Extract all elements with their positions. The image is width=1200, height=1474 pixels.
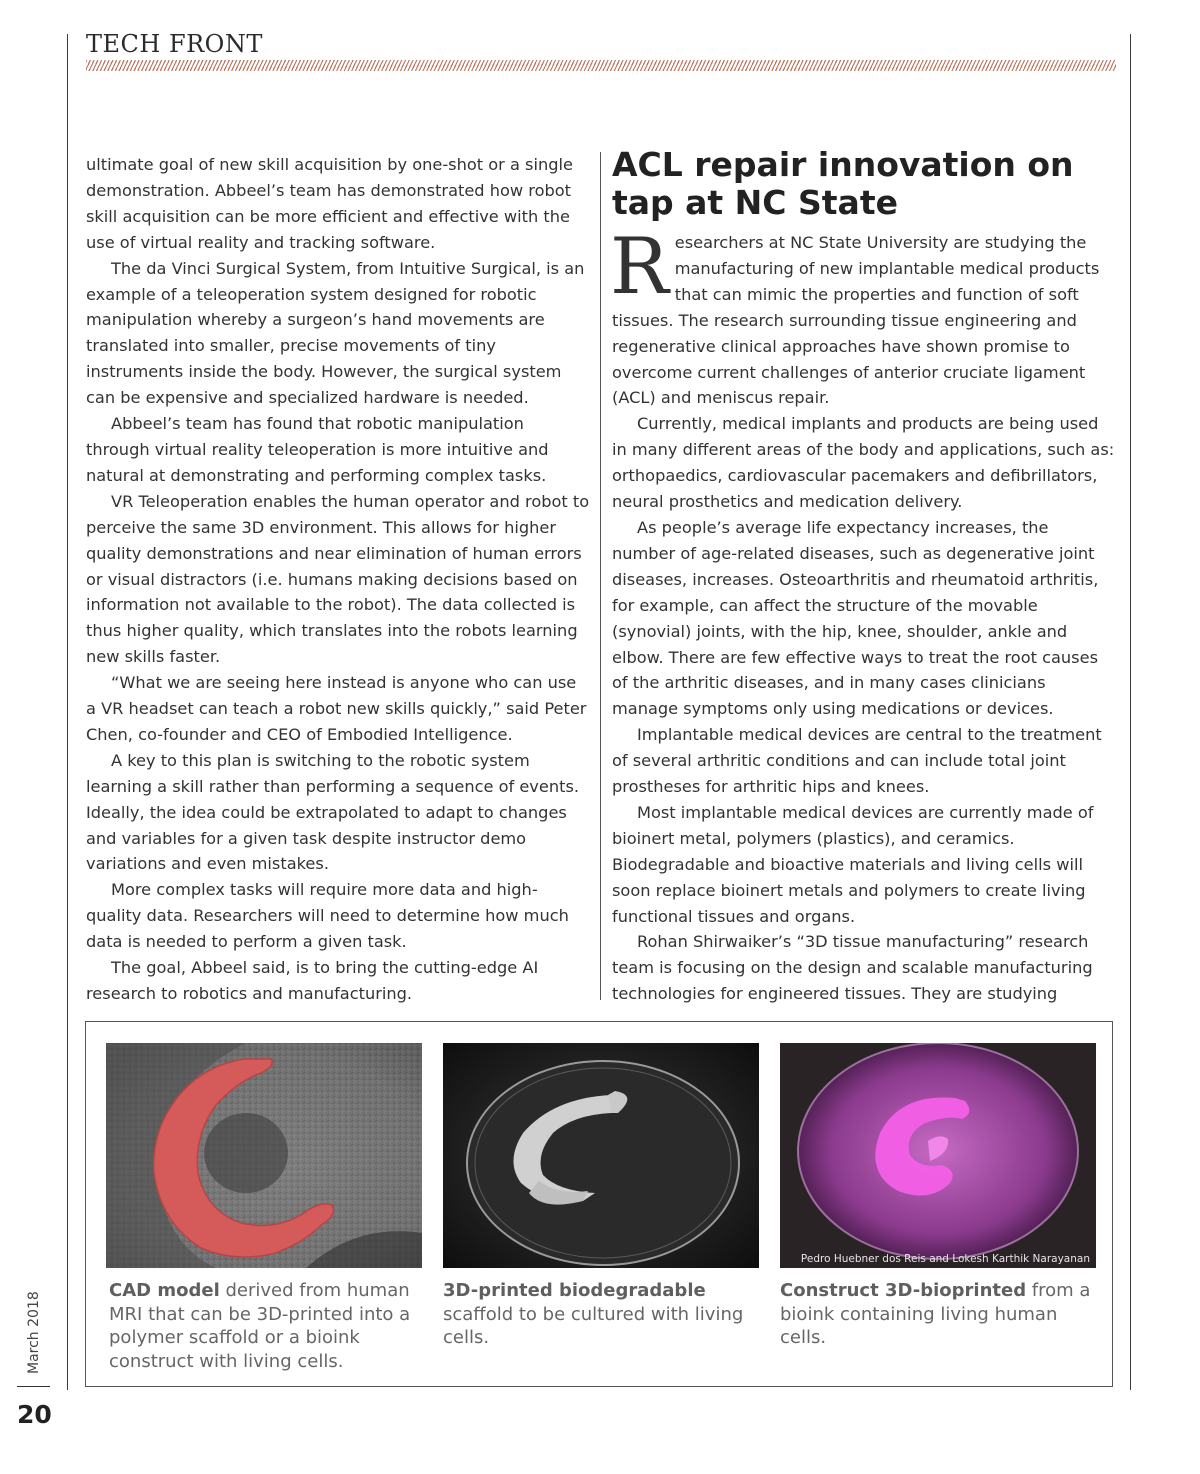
paragraph: ultimate goal of new skill acquisition by one-shot or a single demonstration. Abbeel’s team has demonstrated how robot skill acquisition can be more efficient and effective with the use of virtual reality and tracking software. bbox=[86, 155, 573, 252]
paragraph: The da Vinci Surgical System, from Intuitive Surgical, is an example of a teleoperation system designed for robotic manipulation whereby a surgeon’s hand movements are translated into smaller, precise movements of tiny instruments inside the body. However, the surgical system can be expensive and specialized hardware is needed. bbox=[86, 258, 585, 408]
right-column bbox=[610, 222, 1115, 1007]
printed-scaffold-image bbox=[443, 1043, 759, 1268]
page-rule-left bbox=[67, 34, 68, 1390]
paragraph: Abbeel’s team has found that robotic manipulation through virtual reality teleoperation is more intuitive and natural at demonstrating and performing complex tasks. bbox=[86, 414, 549, 485]
article-headline: ACL repair innovation on tap at NC State bbox=[612, 145, 1074, 222]
paragraph: The goal, Abbeel said, is to bring the cutting-edge AI research to robotics and manufacturing. bbox=[86, 958, 539, 1003]
paragraph: Currently, medical implants and products are being used in many different areas of the body and applications, such as: orthopaedics, cardiovascular pacemakers and defibrillators, neural prosthetics and medication delivery. bbox=[612, 414, 1115, 512]
caption-text: derived from human MRI that can be 3D-printed into a polymer scaffold or a bioink construct with living cells. bbox=[109, 1280, 411, 1372]
section-hatch-rule bbox=[86, 60, 1116, 71]
caption-lead: CAD model bbox=[109, 1280, 220, 1301]
drop-cap: R bbox=[610, 222, 669, 312]
figure-caption bbox=[780, 1279, 1096, 1350]
issue-date: March 2018 bbox=[26, 1291, 42, 1374]
page-rule-right bbox=[1130, 34, 1131, 1390]
paragraph: Rohan Shirwaiker’s “3D tissue manufacturing” research team is focusing on the design and scalable manufacturing technologies for engineered tissues. They are studying bbox=[612, 932, 1093, 1004]
caption-lead: 3D-printed biodegradable bbox=[443, 1280, 706, 1301]
column-divider bbox=[600, 152, 601, 1000]
photo-credit: Pedro Huebner dos Reis and Lokesh Karthik Narayanan bbox=[800, 1253, 1090, 1265]
paragraph: More complex tasks will require more data and high-quality data. Researchers will need to determine how much data is needed to perform a given task. bbox=[86, 880, 569, 952]
caption-text: scaffold to be cultured with living cells. bbox=[443, 1303, 744, 1348]
figure-caption bbox=[109, 1279, 425, 1373]
lead-paragraph-text: esearchers at NC State University are studying the manufacturing of new implantable medical products that can mimic the properties and function of soft tissues. The research surrounding tissue engineering and regenerative clinical approaches have shown promise to overcome current challenges of anterior cruciate ligament (ACL) and meniscus repair. bbox=[612, 233, 1100, 408]
left-column bbox=[86, 152, 591, 1007]
caption-lead: Construct 3D-bioprinted bbox=[780, 1280, 1027, 1301]
paragraph: “What we are seeing here instead is anyone who can use a VR headset can teach a robot new skills quickly,” said Peter Chen, co-founder and CEO of Embodied Intelligence. bbox=[86, 673, 587, 744]
bioprinted-construct-image bbox=[780, 1043, 1096, 1268]
paragraph: Implantable medical devices are central to the treatment of several arthritic conditions and can include total joint prostheses for arthritic hips and knees. bbox=[612, 725, 1102, 797]
paragraph: VR Teleoperation enables the human operator and robot to perceive the same 3D environment. This allows for higher quality demonstrations and near elimination of human errors or visual distractors (i.e. humans making decisions based on information not available to the robot). The data collected is thus higher quality, which translates into the robots learning new skills faster. bbox=[86, 491, 590, 667]
figure-caption bbox=[443, 1279, 759, 1350]
cad-model-image bbox=[106, 1043, 422, 1268]
paragraph: A key to this plan is switching to the robotic system learning a skill rather than performing a sequence of events. Ideally, the idea could be extrapolated to adapt to changes and variables for a given task despite instructor demo variations and even mistakes. bbox=[86, 750, 580, 874]
page-number: 20 bbox=[17, 1400, 52, 1429]
lead-paragraph bbox=[610, 222, 1115, 411]
paragraph: As people’s average life expectancy increases, the number of age-related diseases, such as degenerative joint diseases, increases. Osteoarthritis and rheumatoid arthritis, for example, can affect the structure of the movable (synovial) joints, with the hip, knee, shoulder, ankle and elbow. There are few effective ways to treat the root causes of the arthritic diseases, and in many cases clinicians manage symptoms only using medications or devices. bbox=[612, 517, 1099, 719]
caption-text: from a bioink containing living human cells. bbox=[780, 1280, 1091, 1348]
paragraph: Most implantable medical devices are currently made of bioinert metal, polymers (plastics), and ceramics. Biodegradable and bioactive materials and living cells will soon replace bioinert metals and polymers to create living functional tissues and organs. bbox=[612, 802, 1094, 926]
folio-rule bbox=[17, 1386, 50, 1387]
section-label: TECH FRONT bbox=[86, 30, 263, 58]
